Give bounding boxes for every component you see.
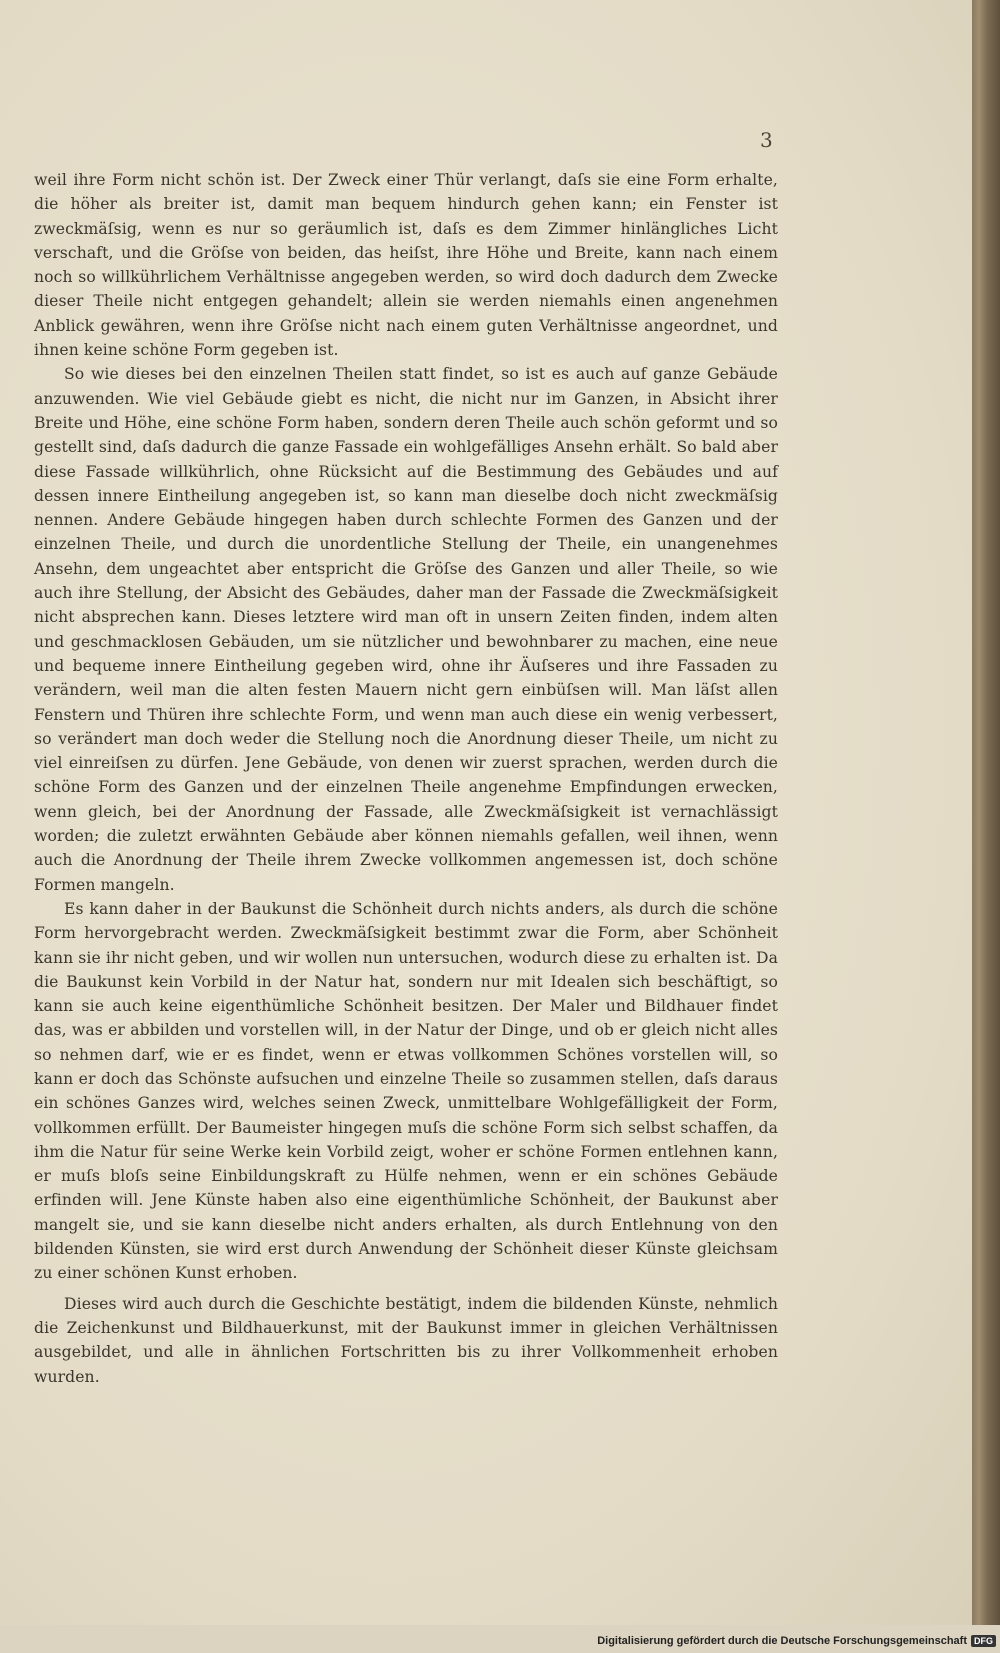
paragraph-1: weil ihre Form nicht schön ist. Der Zweck einer Thür verlangt, daſs sie eine Form erhalte, die höher als breiter ist, damit man bequem hindurch gehen kann; ein Fenster ist zweckmäſsig, wenn es nur so geräumlich ist, daſs es dem Zimmer hinlängliches Licht verschaft, und die Gröſse von beiden, das heiſst, ihre Höhe und Breite, kann nach einem noch so willkührlichem Verhältnisse angegeben werden, so wird doch dadurch dem Zwecke dieser Theile nicht entgegen gehandelt; allein sie werden niemahls einen angenehmen Anblick gewähren, wenn ihre Gröſse nicht nach einem guten Verhältnisse angeordnet, und ihnen keine schöne Form gegeben ist. xyxy=(34,171,778,360)
paragraph-3: Es kann daher in der Baukunst die Schönheit durch nichts anders, als durch die schöne Form hervorgebracht werden. Zweckmäſsigkeit bestimmt zwar die Form, aber Schönheit kann sie ihr nicht geben, und wir wollen nun untersuchen, wodurch diese zu erhalten ist. Da die Baukunst kein Vorbild in der Natur hat, sondern nur mit Idealen sich beschäftigt, so kann sie auch keine eigenthümliche Schönheit besitzen. Der Maler und Bildhauer findet das, was er abbilden und vorstellen will, in der Natur der Dinge, und ob er gleich nicht alles so nehmen darf, wie er es findet, wenn er etwas vollkommen Schönes vorstellen will, so kann er doch das Schönste aufsuchen und einzelne Theile so zusammen stellen, daſs daraus ein schönes Ganzes wird, welches seinen Zweck, unmittelbare Wohlgefälligkeit der Form, vollkommen erfüllt. Der Baumeister hingegen muſs die schöne Form sich selbst schaffen, da ihm die Natur für seine Werke kein Vorbild zeigt, woher er schöne Formen entlehnen kann, er muſs bloſs seine Einbildungskraft zu Hülfe nehmen, wenn er ein schönes Gebäude erfinden will. Jene Künste haben also eine eigenthümliche Schönheit, der Baukunst aber mangelt sie, und sie kann dieselbe nicht anders erhalten, als durch Entlehnung von den bildenden Künsten, sie wird erst durch Anwendung der Schönheit dieser Künste gleichsam zu einer schönen Kunst erhoben. xyxy=(34,899,778,1283)
paragraph-4: Dieses wird auch durch die Geschichte bestätigt, indem die bildenden Künste, nehmlich die Zeichenkunst und Bildhauerkunst, mit der Baukunst immer in gleichen Verhältnissen ausgebildet, und alle in ähnlichen Fortschritten bis zu ihrer Vollkommenheit erhoben wurden. xyxy=(34,1294,778,1386)
credit-text: Digitalisierung gefördert durch die Deutsche Forschungsgemeinschaft xyxy=(597,1635,967,1647)
body-text xyxy=(34,168,778,1389)
book-spine-edge xyxy=(972,0,1000,1625)
page-number: 3 xyxy=(760,128,773,152)
dfg-logo-icon: DFG xyxy=(971,1635,996,1647)
paragraph-2: So wie dieses bei den einzelnen Theilen statt findet, so ist es auch auf ganze Gebäude anzuwenden. Wie viel Gebäude giebt es nicht, die nicht nur im Ganzen, in Absicht ihrer Breite und Höhe, eine schöne Form haben, sondern deren Theile auch schön geformt und so gestellt sind, daſs dadurch die ganze Fassade ein wohlgefälliges Ansehn erhält. So bald aber diese Fassade willkührlich, ohne Rücksicht auf die Bestimmung des Gebäudes und auf dessen innere Eintheilung angegeben ist, so kann man dieselbe doch nicht zweckmäſsig nennen. Andere Gebäude hingegen haben durch schlechte Formen des Ganzen und der einzelnen Theile, und durch die unordentliche Stellung der Theile, ein unangenehmes Ansehn, dem ungeachtet aber entspricht die Gröſse des Ganzen und aller Theile, so wie auch ihre Stellung, der Absicht des Gebäudes, daher man der Fassade die Zweckmäſsigkeit nicht absprechen kann. Dieses letztere wird man oft in unsern Zeiten finden, indem alten und geschmacklosen Gebäuden, um sie nützlicher und bewohnbarer zu machen, eine neue und bequeme innere Eintheilung gegeben wird, ohne ihr Äuſseres und ihre Fassaden zu verändern, weil man die alten festen Mauern nicht gern einbüſsen will. Man läſst allen Fenstern und Thüren ihre schlechte Form, und wenn man auch diese ein wenig verbessert, so verändert man doch weder die Stellung noch die Anordnung dieser Theile, um nicht zu viel einreiſsen zu dürfen. Jene Gebäude, von denen wir zuerst sprachen, werden durch die schöne Form des Ganzen und der einzelnen Theile angenehme Empfindungen erwecken, wenn gleich, bei der Anordnung der Fassade, alle Zweckmäſsigkeit ist vernachlässigt worden; die zuletzt erwähnten Gebäude aber können niemahls gefallen, weil ihnen, wenn auch die Anordnung der Theile ihrem Zwecke vollkommen angemessen ist, doch schöne Formen mangeln. xyxy=(34,365,778,894)
digitization-credit xyxy=(597,1635,996,1647)
